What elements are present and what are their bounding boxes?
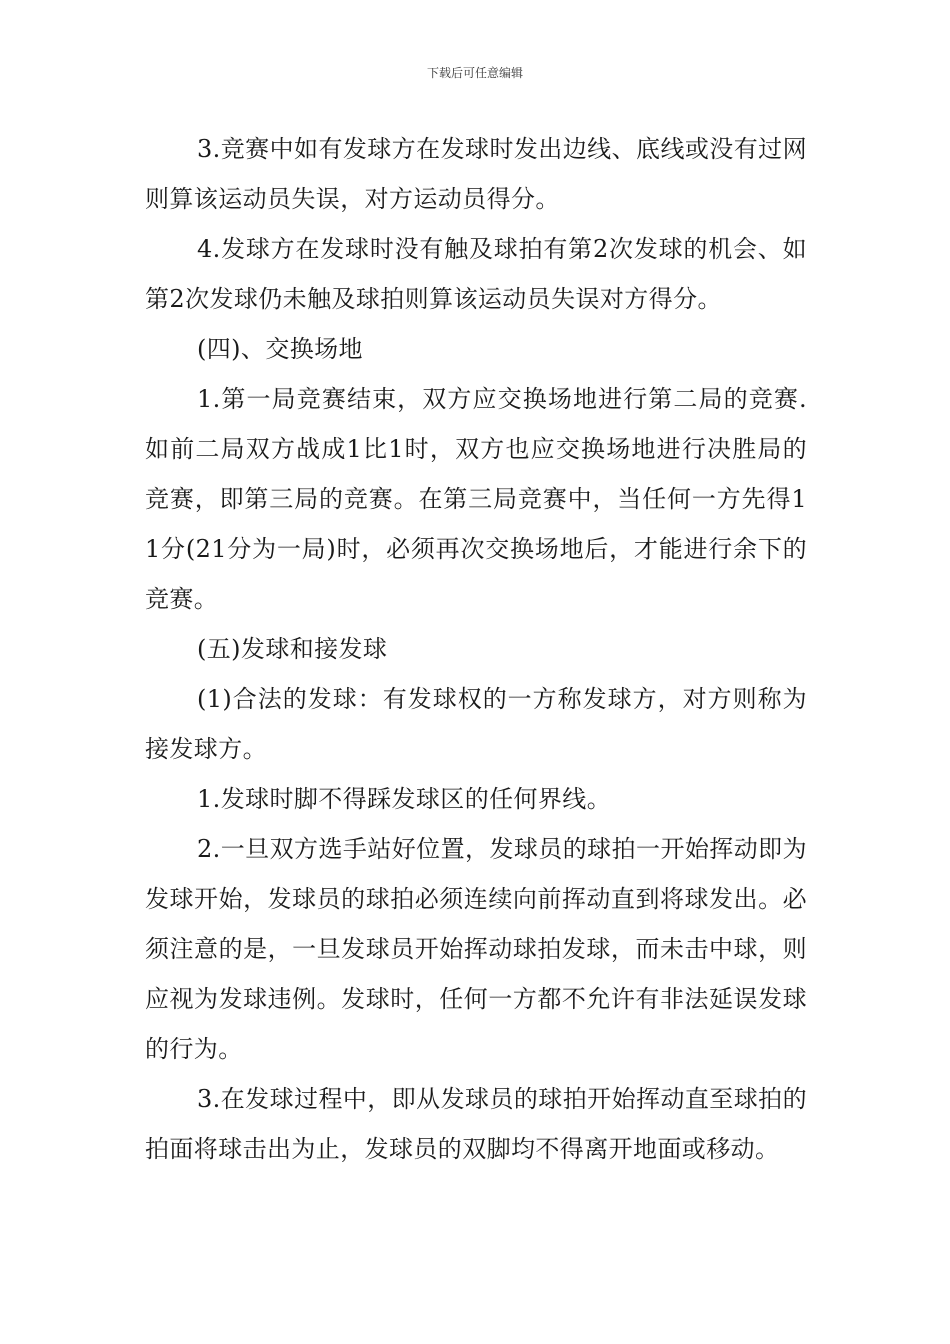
paragraph-legal-serve: (1)合法的发球：有发球权的一方称发球方，对方则称为接发球方。	[145, 685, 807, 763]
paragraph-rule-4-second-serve: 4.发球方在发球时没有触及球拍有第2次发球的机会、如第2次发球仍未触及球拍则算该运动员失误对方得分。	[145, 235, 807, 313]
section-heading-change-ends: (四)、交换场地	[197, 335, 363, 363]
section-heading-serve: (五)发球和接发球	[197, 635, 388, 663]
paragraph-serve-rule-2: 2.一旦双方选手站好位置，发球员的球拍一开始挥动即为发球开始，发球员的球拍必须连续向前挥动直到将球发出。必须注意的是，一旦发球员开始挥动球拍发球，而未击中球，则应视为发球违例。发球时，任何一方都不允许有非法延误发球的行为。	[145, 835, 807, 1063]
document-body	[145, 124, 807, 1174]
paragraph-rule-3-fault: 3.竞赛中如有发球方在发球时发出边线、底线或没有过网则算该运动员失误，对方运动员得分。	[145, 135, 807, 213]
paragraph-change-ends-rule: 1.第一局竞赛结束，双方应交换场地进行第二局的竞赛.如前二局双方战成1比1时，双方也应交换场地进行决胜局的竞赛，即第三局的竞赛。在第三局竞赛中，当任何一方先得11分(21分为一局)时，必须再次交换场地后，才能进行余下的竞赛。	[145, 385, 807, 613]
paragraph-serve-rule-1: 1.发球时脚不得踩发球区的任何界线。	[197, 785, 612, 813]
page-header: 下载后可任意编辑	[426, 66, 523, 80]
paragraph-serve-rule-3: 3.在发球过程中，即从发球员的球拍开始挥动直至球拍的拍面将球击出为止，发球员的双脚均不得离开地面或移动。	[145, 1085, 807, 1163]
